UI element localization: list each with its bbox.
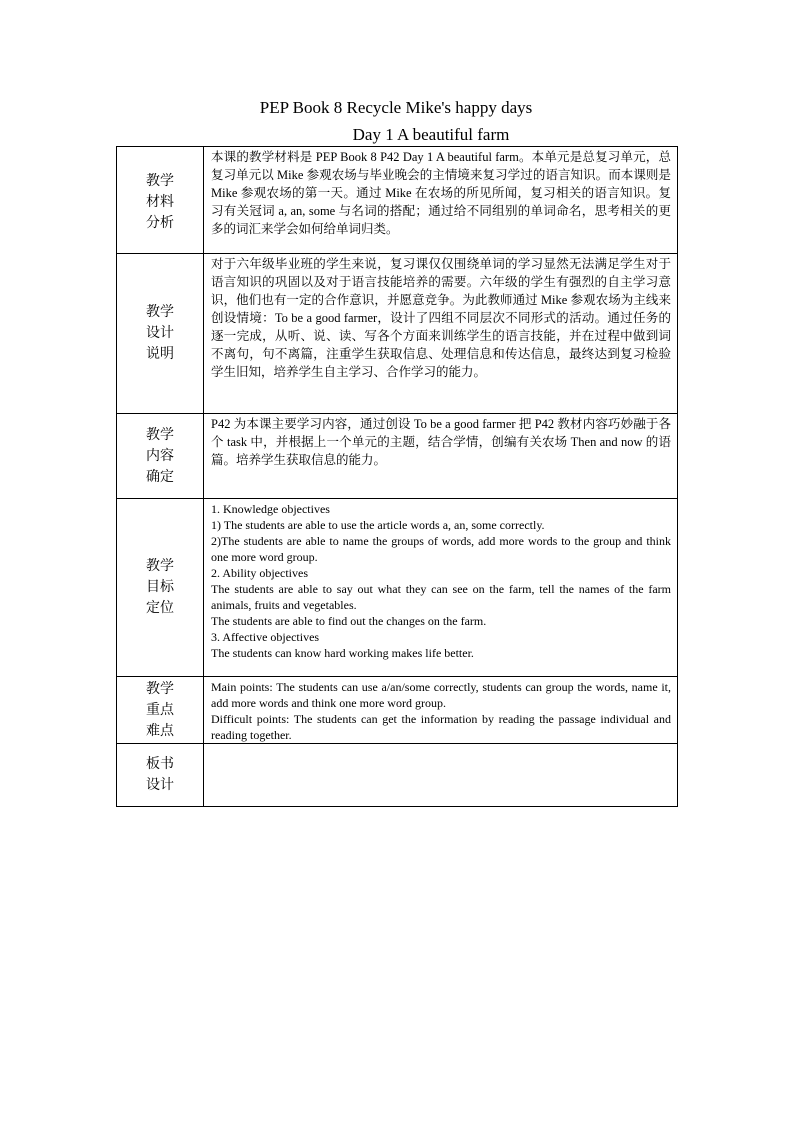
content-paragraph: 1. Knowledge objectives — [211, 502, 330, 516]
content-paragraph: 本课的教学材料是 PEP Book 8 P42 Day 1 A beautiful farm。本单元是总复习单元，总复习单元以 Mike 参观农场与毕业晚会的主情境来复习学过的语言知识。而本课则是 Mike 参观农场的第一天。通过 Mike 在农场的所见所闻，复习相关的语言知识。复习有关冠词 a, an, some 与名词的搭配；通过给不同组别的单词命名，思考相关的更多的词汇来学会如何给单词归类。 — [211, 150, 671, 236]
table-row — [117, 677, 678, 744]
table-row — [117, 254, 678, 414]
table-row — [117, 147, 678, 254]
row-label — [117, 414, 204, 499]
row-label-line: 说明 — [146, 346, 174, 362]
row-content — [204, 414, 678, 499]
content-paragraph: The students are able to find out the changes on the farm. — [211, 614, 487, 628]
table-row — [117, 744, 678, 807]
content-paragraph: P42 为本课主要学习内容，通过创设 To be a good farmer 把 P42 教材内容巧妙融于各个 task 中，并根据上一个单元的主题，结合学情，创编有关农场 Then and now 的语篇。培养学生获取信息的能力。 — [211, 417, 671, 467]
row-label-line: 目标 — [146, 579, 174, 595]
content-paragraph: Main points: The students can use a/an/some correctly, students can group the words, name it, add more words and think one more word group. — [211, 680, 671, 710]
content-paragraph: 2. Ability objectives — [211, 566, 308, 580]
document-subtitle: Day 1 A beautiful farm — [352, 125, 510, 144]
row-label-line: 教学 — [146, 426, 174, 443]
content-paragraph: The students are able to say out what they can see on the farm, tell the names of the farm animals, fruits and vegetables. — [211, 582, 671, 612]
table-row — [117, 499, 678, 677]
content-paragraph: 1) The students are able to use the article words a, an, some correctly. — [211, 518, 545, 532]
row-label-line: 教学 — [146, 558, 174, 574]
row-label-line: 内容 — [146, 447, 174, 464]
row-label-line: 难点 — [146, 722, 174, 739]
row-label-line: 定位 — [146, 600, 174, 616]
row-label-line: 材料 — [146, 193, 174, 210]
row-label-line: 设计 — [146, 325, 174, 341]
row-content — [204, 677, 678, 744]
lesson-plan-table — [116, 146, 678, 807]
row-label — [117, 744, 204, 807]
document-title: PEP Book 8 Recycle Mike's happy days — [259, 98, 533, 117]
content-paragraph: 2)The students are able to name the groups of words, add more words to the group and think one more word group. — [211, 534, 671, 564]
row-content — [204, 499, 678, 677]
row-content — [204, 254, 678, 414]
row-label-line: 教学 — [146, 680, 174, 697]
content-paragraph: Difficult points: The students can get the information by reading the passage individual and reading together. — [211, 712, 671, 742]
row-content-empty — [204, 744, 678, 807]
row-label — [117, 499, 204, 677]
row-label-line: 教学 — [146, 304, 174, 320]
row-label-line: 确定 — [146, 468, 174, 485]
row-label-line: 重点 — [146, 701, 174, 718]
content-paragraph: 对于六年级毕业班的学生来说，复习课仅仅围绕单词的学习显然无法满足学生对于语言知识的巩固以及对于语言技能培养的需要。六年级的学生有强烈的自主学习意识，他们也有一定的合作意识，并愿意竞争。为此教师通过 Mike 参观农场为主线来创设情境：To be a good farmer，设计了四组不同层次不同形式的活动。通过任务的逐一完成，从听、说、读、写各个方面来训练学生的语言技能，并在过程中做到词不离句，句不离篇，注重学生获取信息、处理信息和传达信息，最终达到复习检验学生旧知，培养学生自主学习、合作学习的能力。 — [211, 257, 671, 379]
row-label — [117, 254, 204, 414]
content-paragraph: 3. Affective objectives — [211, 630, 320, 644]
row-content — [204, 147, 678, 254]
table-row — [117, 414, 678, 499]
row-label-line: 分析 — [146, 214, 174, 231]
row-label-line: 教学 — [146, 172, 174, 189]
content-paragraph: The students can know hard working makes life better. — [211, 646, 474, 660]
row-label-line: 设计 — [146, 777, 174, 793]
row-label-line: 板书 — [146, 756, 174, 772]
row-label — [117, 677, 204, 744]
row-label — [117, 147, 204, 254]
